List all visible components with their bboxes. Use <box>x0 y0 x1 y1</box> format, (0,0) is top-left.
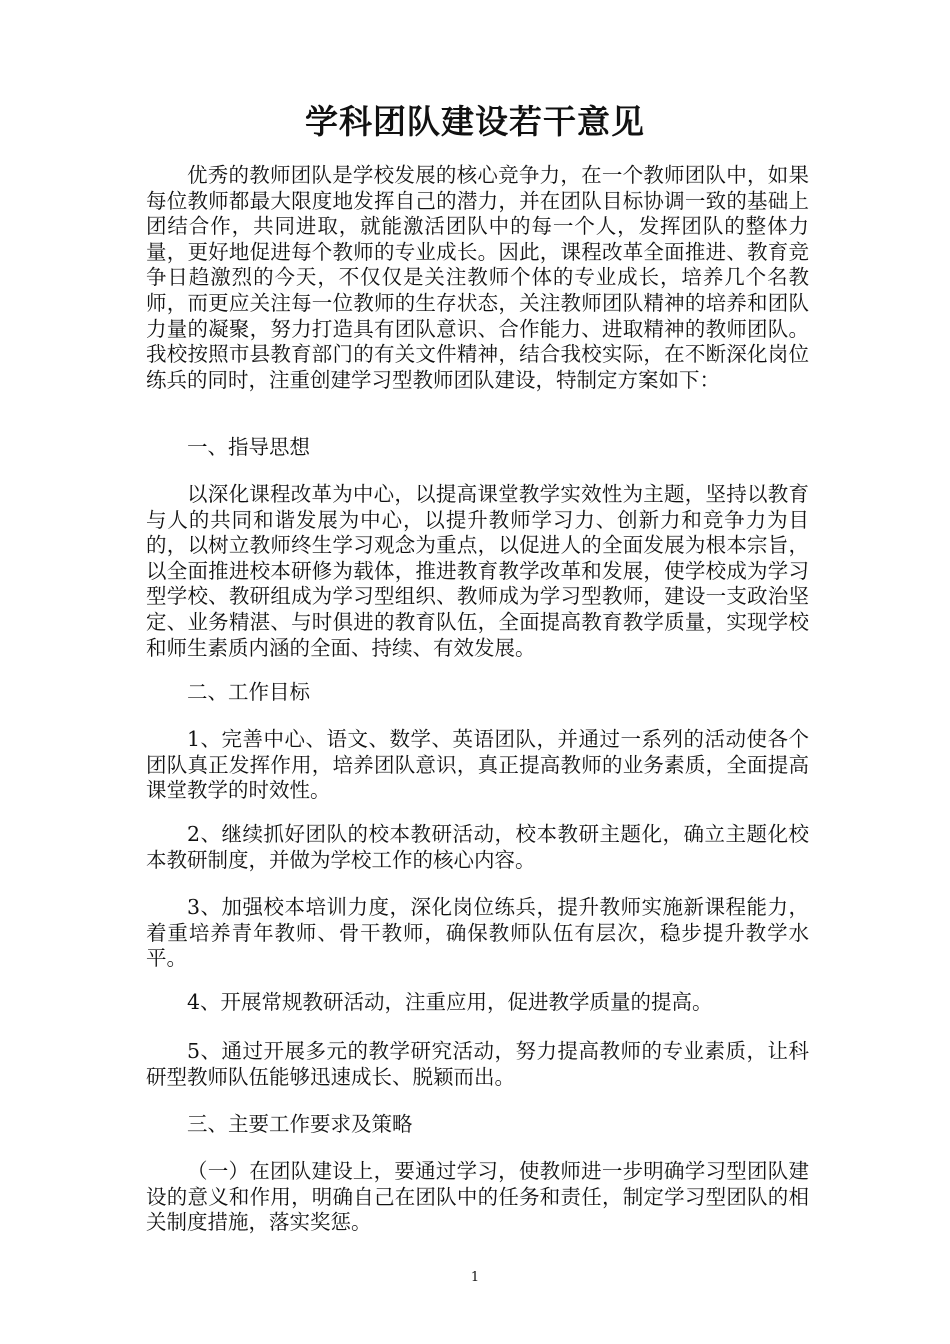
goal-item-3: 3、加强校本培训力度，深化岗位练兵，提升教师实施新课程能力，着重培养青年教师、骨干教师，确保教师队伍有层次，稳步提升教学水平。 <box>146 895 809 971</box>
goal-item-5: 5、通过开展多元的教学研究活动，努力提高教师的专业素质，让科研型教师队伍能够迅速成长、脱颖而出。 <box>146 1039 809 1089</box>
requirements-item-1: （一）在团队建设上，要通过学习，使教师进一步明确学习型团队建设的意义和作用，明确自己在团队中的任务和责任，制定学习型团队的相关制度措施，落实奖惩。 <box>146 1159 809 1235</box>
document-title: 学科团队建设若干意见 <box>305 102 645 141</box>
goal-item-4: 4、开展常规教研活动，注重应用，促进教学质量的提高。 <box>187 990 713 1014</box>
page-number: 1 <box>470 1270 480 1285</box>
goal-item-2: 2、继续抓好团队的校本教研活动，校本教研主题化，确立主题化校本教研制度，并做为学校工作的核心内容。 <box>146 822 809 872</box>
guiding-ideology-paragraph: 以深化课程改革为中心，以提高课堂教学实效性为主题，坚持以教育与人的共同和谐发展为中心，以提升教师学习力、创新力和竞争力为目的，以树立教师终生学习观念为重点，以促进人的全面发展为根本宗旨，以全面推进校本研修为载体，推进教育教学改革和发展，使学校成为学习型学校、教研组成为学习型组织、教师成为学习型教师，建设一支政治坚定、业务精湛、与时俱进的教育队伍，全面提高教育教学质量，实现学校和师生素质内涵的全面、持续、有效发展。 <box>146 482 809 660</box>
section-heading-requirements: 三、主要工作要求及策略 <box>187 1112 413 1136</box>
intro-paragraph: 优秀的教师团队是学校发展的核心竞争力，在一个教师团队中，如果每位教师都最大限度地发挥自己的潜力，并在团队目标协调一致的基础上团结合作，共同进取，就能激活团队中的每一个人，发挥团队的整体力量，更好地促进每个教师的专业成长。因此，课程改革全面推进、教育竞争日趋激烈的今天，不仅仅是关注教师个体的专业成长，培养几个名教师，而更应关注每一位教师的生存状态，关注教师团队精神的培养和团队力量的凝聚，努力打造具有团队意识、合作能力、进取精神的教师团队。我校按照市县教育部门的有关文件精神，结合我校实际，在不断深化岗位练兵的同时，注重创建学习型教师团队建设，特制定方案如下： <box>146 163 809 392</box>
section-heading-work-goals: 二、工作目标 <box>187 680 310 704</box>
section-heading-guiding-ideology: 一、指导思想 <box>187 435 310 459</box>
goal-item-1: 1、完善中心、语文、数学、英语团队，并通过一系列的活动使各个团队真正发挥作用，培养团队意识，真正提高教师的业务素质，全面提高课堂教学的时效性。 <box>146 727 809 803</box>
